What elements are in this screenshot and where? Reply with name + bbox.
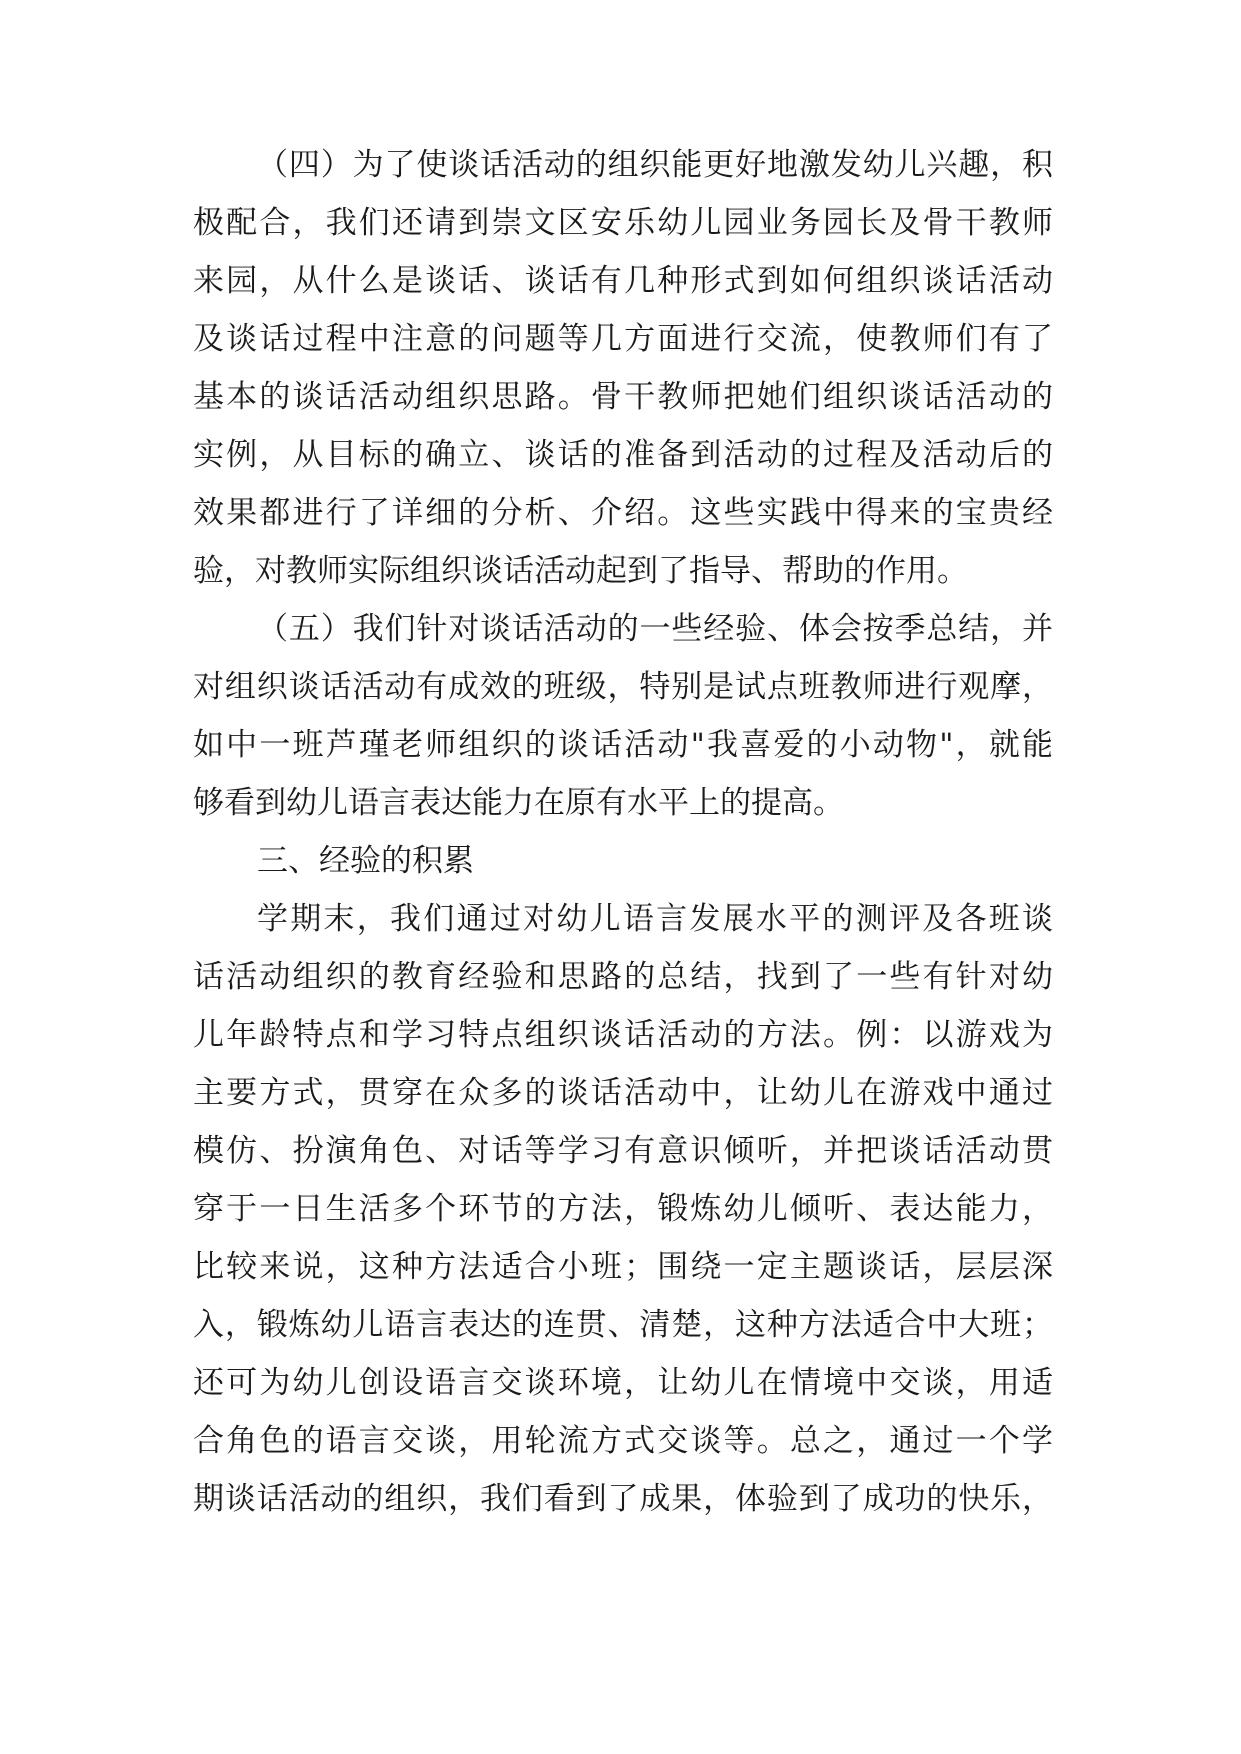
paragraph-5-line-2: 对组织谈话活动有成效的班级，特别是试点班教师进行观摩， [193,669,1053,705]
paragraph-4-line-4: 及谈话过程中注意的问题等几方面进行交流，使教师们有了 [193,321,1053,357]
paragraph-4-line-3: 来园，从什么是谈话、谈话有几种形式到如何组织谈话活动 [193,263,1053,299]
section-heading: 三、经验的积累 [257,843,474,879]
paragraph-4-line-7: 效果都进行了详细的分析、介绍。这些实践中得来的宝贵经 [193,495,1053,531]
paragraph-6-line-9: 还可为幼儿创设语言交谈环境，让幼儿在情境中交谈，用适 [193,1365,1053,1401]
paragraph-6-line-5: 模仿、扮演角色、对话等学习有意识倾听，并把谈话活动贯 [193,1133,1053,1169]
paragraph-6-line-1: 学期末，我们通过对幼儿语言发展水平的测评及各班谈 [257,901,1053,937]
paragraph-5-line-4: 够看到幼儿语言表达能力在原有水平上的提高。 [193,785,844,821]
paragraph-4-line-6: 实例，从目标的确立、谈话的准备到活动的过程及活动后的 [193,437,1053,473]
paragraph-4-line-2: 极配合，我们还请到崇文区安乐幼儿园业务园长及骨干教师 [193,205,1053,241]
paragraph-4-line-1: （四）为了使谈话活动的组织能更好地激发幼儿兴趣，积 [257,147,1053,183]
paragraph-6-line-8: 入，锻炼幼儿语言表达的连贯、清楚，这种方法适合中大班； [193,1307,1053,1343]
paragraph-6-line-3: 儿年龄特点和学习特点组织谈话活动的方法。例：以游戏为 [193,1017,1053,1053]
paragraph-6-line-10: 合角色的语言交谈，用轮流方式交谈等。总之，通过一个学 [193,1423,1053,1459]
paragraph-4-line-5: 基本的谈话活动组织思路。骨干教师把她们组织谈话活动的 [193,379,1053,415]
paragraph-5-line-1: （五）我们针对谈话活动的一些经验、体会按季总结，并 [257,611,1053,647]
paragraph-6-line-11: 期谈话活动的组织，我们看到了成果，体验到了成功的快乐， [193,1481,1053,1517]
paragraph-6-line-4: 主要方式，贯穿在众多的谈话活动中，让幼儿在游戏中通过 [193,1075,1053,1111]
paragraph-6-line-6: 穿于一日生活多个环节的方法，锻炼幼儿倾听、表达能力， [193,1191,1053,1227]
paragraph-5-line-3: 如中一班芦瑾老师组织的谈话活动"我喜爱的小动物"，就能 [193,727,1053,763]
paragraph-6-line-7: 比较来说，这种方法适合小班；围绕一定主题谈话，层层深 [193,1249,1053,1285]
paragraph-6-line-2: 话活动组织的教育经验和思路的总结，找到了一些有针对幼 [193,959,1053,995]
paragraph-4-line-8: 验，对教师实际组织谈话活动起到了指导、帮助的作用。 [193,553,968,589]
